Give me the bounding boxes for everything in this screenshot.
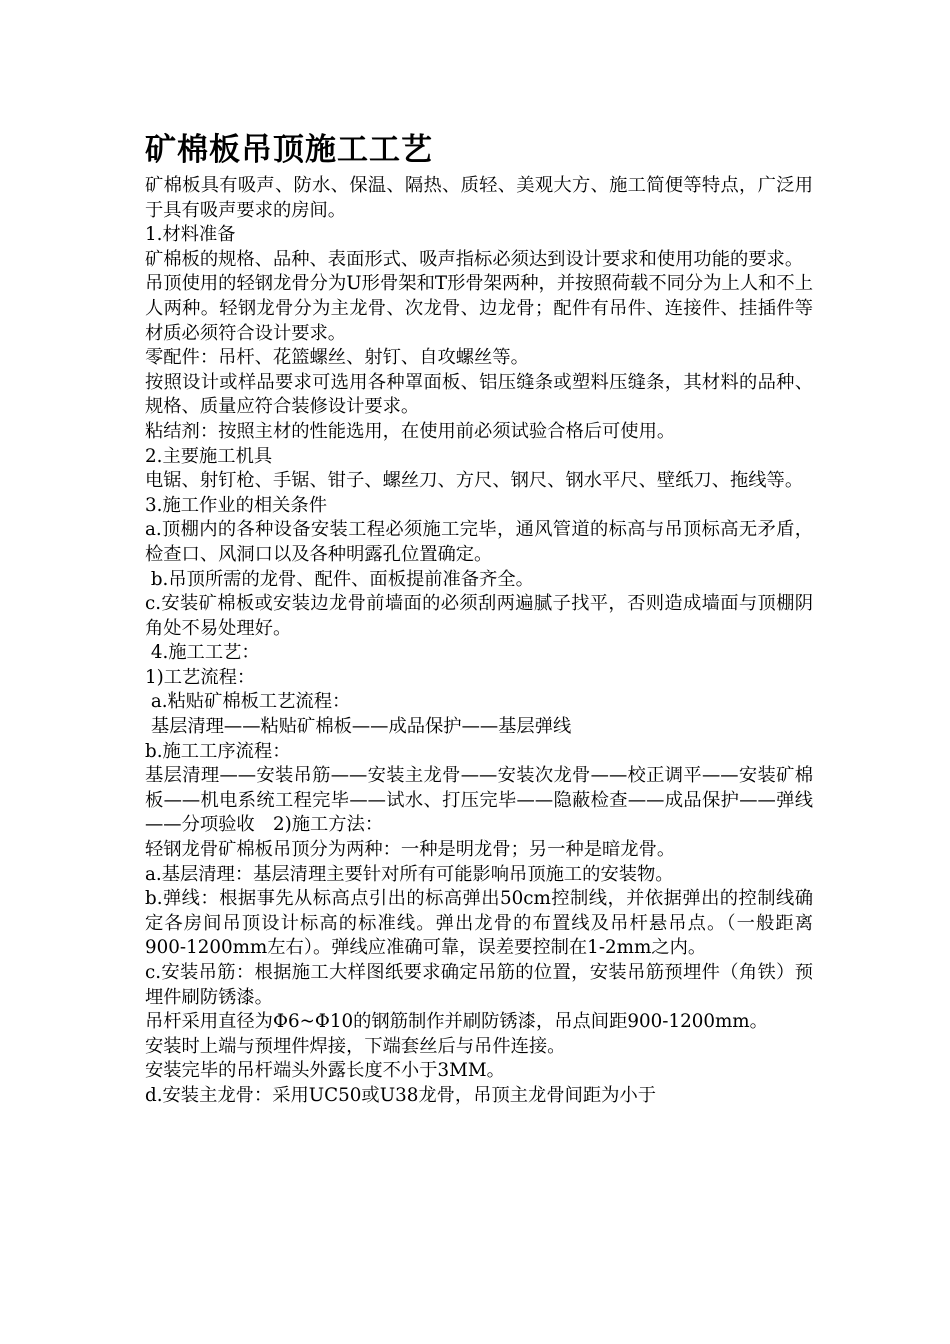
materials-paragraph: 按照设计或样品要求可选用各种罩面板、铝压缝条或塑料压缝条，其材料的品种、规格、质量应符合装修设计要求。 bbox=[145, 371, 813, 418]
conditions-paragraph: a.顶棚内的各种设备安装工程必须施工完毕，通风管道的标高与吊顶标高无矛盾，检查口、风洞口以及各种明露孔位置确定。 bbox=[145, 519, 813, 565]
section-heading-conditions: 3.施工作业的相关条件 bbox=[145, 494, 327, 516]
process-paragraph: b.施工工序流程： bbox=[145, 740, 291, 762]
intro-paragraph: 矿棉板具有吸声、防水、保温、隔热、质轻、美观大方、施工简便等特点，广泛用于具有吸声要求的房间。 bbox=[145, 175, 813, 221]
tools-paragraph: 电锯、射钉枪、手锯、钳子、螺丝刀、方尺、钢尺、钢水平尺、壁纸刀、拖线等。 bbox=[145, 470, 804, 492]
method-paragraph: d.安装主龙骨：采用UC50或U38龙骨，吊顶主龙骨间距为小于 bbox=[145, 1084, 657, 1106]
process-paragraph: a.粘贴矿棉板工艺流程： bbox=[145, 691, 351, 713]
conditions-paragraph: c.安装矿棉板或安装边龙骨前墙面的必须刮两遍腻子找平，否则造成墙面与顶棚阴角处不易处理好。 bbox=[145, 593, 813, 639]
process-paragraph: 基层清理——粘贴矿棉板——成品保护——基层弹线 bbox=[145, 716, 572, 738]
section-heading-tools: 2.主要施工机具 bbox=[145, 445, 273, 467]
materials-paragraph: 矿棉板的规格、品种、表面形式、吸声指标必须达到设计要求和使用功能的要求。 bbox=[145, 248, 804, 270]
method-paragraph: 安装完毕的吊杆端头外露长度不小于3MM。 bbox=[145, 1060, 505, 1082]
document-body bbox=[145, 174, 813, 1109]
method-paragraph: a.基层清理：基层清理主要针对所有可能影响吊顶施工的安装物。 bbox=[145, 863, 674, 885]
method-paragraph: b.弹线：根据事先从标高点引出的标高弹出50cm控制线，并依据弹出的控制线确定各房间吊顶设计标高的标准线。弹出龙骨的布置线及吊杆悬吊点。（一般距离900-1200mm左右）。弹线应准确可靠，误差要控制在1-2mm之内。 bbox=[145, 888, 813, 959]
section-heading-process: 4.施工工艺： bbox=[145, 642, 260, 664]
document-title: 矿棉板吊顶施工工艺 bbox=[145, 132, 433, 168]
method-paragraph: 轻钢龙骨矿棉板吊顶分为两种：一种是明龙骨；另一种是暗龙骨。 bbox=[145, 839, 676, 861]
subsection-heading-flow: 1)工艺流程： bbox=[145, 666, 256, 688]
materials-paragraph: 粘结剂：按照主材的性能选用，在使用前必须试验合格后可使用。 bbox=[145, 420, 676, 442]
materials-paragraph: 零配件：吊杆、花篮螺丝、射钉、自攻螺丝等。 bbox=[145, 347, 529, 369]
method-paragraph: c.安装吊筋：根据施工大样图纸要求确定吊筋的位置，安装吊筋预埋件（角铁）预埋件刷防锈漆。 bbox=[145, 962, 813, 1008]
materials-paragraph: 吊顶使用的轻钢龙骨分为U形骨架和T形骨架两种，并按照荷载不同分为上人和不上人两种。轻钢龙骨分为主龙骨、次龙骨、边龙骨；配件有吊件、连接件、挂插件等材质必须符合设计要求。 bbox=[145, 273, 813, 344]
document-page bbox=[145, 128, 813, 1109]
process-paragraph: 基层清理——安装吊筋——安装主龙骨——安装次龙骨——校正调平——安装矿棉板——机电系统工程完毕——试水、打压完毕——隐蔽检查——成品保护——弹线——分项验收 2)施工方法： bbox=[145, 765, 813, 836]
method-paragraph: 吊杆采用直径为Φ6~Φ10的钢筋制作并刷防锈漆，吊点间距900-1200mm。 bbox=[145, 1011, 768, 1033]
conditions-paragraph: b.吊顶所需的龙骨、配件、面板提前准备齐全。 bbox=[145, 568, 534, 590]
method-paragraph: 安装时上端与预埋件焊接，下端套丝后与吊件连接。 bbox=[145, 1035, 566, 1057]
section-heading-materials: 1.材料准备 bbox=[145, 224, 236, 246]
